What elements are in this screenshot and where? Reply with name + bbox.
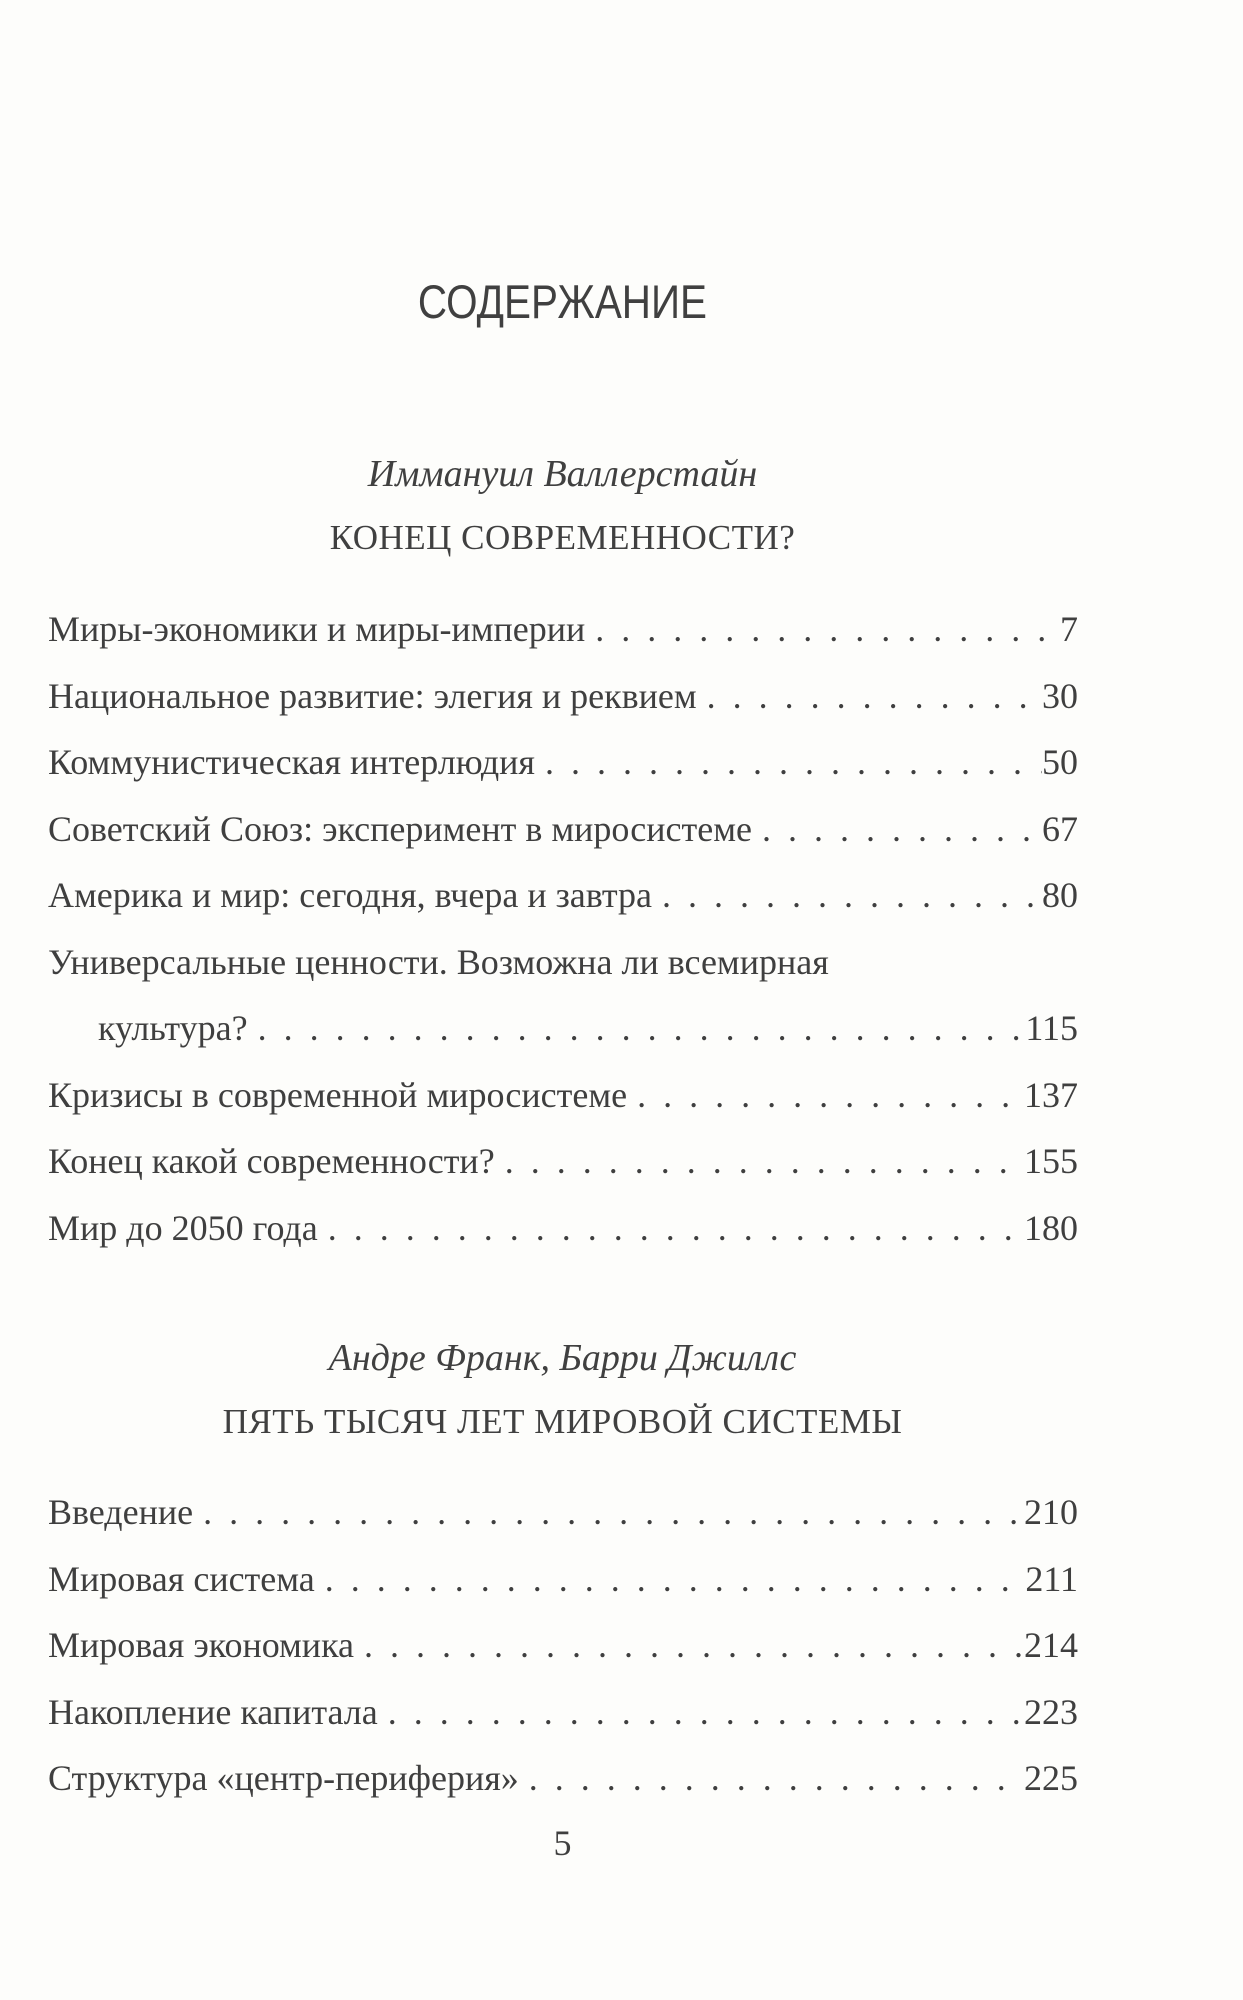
toc-dot-leader (318, 1195, 1024, 1262)
toc-entry-page: 211 (1025, 1558, 1078, 1599)
toc-entry-page: 115 (1025, 1008, 1078, 1048)
toc-dot-leader (354, 1612, 1024, 1679)
toc-entry[interactable] (48, 1679, 1078, 1746)
toc-entry-title: Мир до 2050 года (48, 1207, 318, 1248)
toc-entry-title: Накопление капитала (48, 1691, 378, 1732)
toc-entry[interactable] (48, 1128, 1078, 1195)
toc-entry-page: 225 (1024, 1758, 1078, 1798)
toc-dot-leader (378, 1679, 1024, 1746)
toc-entry[interactable] (48, 1195, 1078, 1262)
toc-entry[interactable] (48, 1612, 1078, 1679)
toc-entry-page: 30 (1042, 675, 1078, 716)
toc-entry-title: Кризисы в современной миросистеме (48, 1074, 628, 1115)
toc-entry[interactable] (48, 596, 1078, 663)
toc-entry-page: 80 (1042, 875, 1078, 915)
toc-entry-title-line1: Универсальные ценности. Возможна ли всемирная (48, 941, 829, 982)
toc-entry-page: 155 (1024, 1141, 1078, 1181)
toc-entry-page: 67 (1042, 808, 1078, 849)
toc-dot-leader (519, 1745, 1024, 1812)
toc-entry-page: 223 (1024, 1691, 1078, 1732)
section-1-title: КОНЕЦ СОВРЕМЕННОСТИ? (329, 518, 796, 557)
toc-dot-leader (752, 796, 1042, 863)
toc-dot-leader (697, 663, 1042, 730)
toc-entry[interactable] (48, 1479, 1078, 1546)
toc-entry[interactable] (48, 796, 1078, 863)
toc-entry-title: Миры-экономики и миры-империи (48, 609, 586, 649)
toc-entry[interactable] (48, 729, 1078, 796)
contents-heading: СОДЕРЖАНИЕ (417, 275, 708, 328)
toc-entry-title: Советский Союз: эксперимент в миросистеме (48, 808, 753, 849)
toc-entry-page: 50 (1042, 742, 1078, 782)
toc-dot-leader (585, 596, 1060, 663)
toc-entry-page: 180 (1024, 1207, 1078, 1248)
section-2-author: Андре Франк, Барри Джиллс (328, 1337, 797, 1379)
page-number: 5 (553, 1823, 572, 1863)
toc-entry-page: 214 (1024, 1625, 1078, 1665)
toc-entry[interactable] (48, 1062, 1078, 1129)
toc-entry-title-line2: культура? (98, 1008, 248, 1048)
toc-entry-title: Коммунистическая интерлюдия (48, 742, 535, 782)
toc-entry-page: 137 (1024, 1074, 1078, 1115)
toc-entry[interactable] (48, 1546, 1078, 1613)
toc-entry[interactable] (48, 929, 1078, 1062)
section-2-title: ПЯТЬ ТЫСЯЧ ЛЕТ МИРОВОЙ СИСТЕМЫ (222, 1402, 903, 1441)
section-1-author: Иммануил Валлерстайн (367, 453, 758, 495)
toc-entry[interactable] (48, 1745, 1078, 1812)
toc-entry-title: Мировая экономика (48, 1625, 354, 1665)
toc-entry-title: Конец какой современности? (48, 1141, 495, 1181)
toc-entry-title: Введение (48, 1492, 194, 1532)
toc-dot-leader (248, 995, 1026, 1062)
toc-dot-leader (652, 862, 1042, 929)
section-2-toc (48, 1479, 1078, 1812)
toc-entry-title: Америка и мир: сегодня, вчера и завтра (48, 875, 653, 915)
toc-dot-leader (315, 1546, 1026, 1613)
toc-dot-leader (535, 729, 1042, 796)
toc-entry-page: 210 (1024, 1492, 1078, 1532)
section-1-toc (48, 596, 1078, 1261)
toc-entry-title: Структура «центр-периферия» (48, 1758, 519, 1798)
toc-dot-leader (627, 1062, 1024, 1129)
toc-entry-page: 7 (1060, 609, 1078, 649)
toc-dot-leader (495, 1128, 1024, 1195)
toc-entry[interactable] (48, 663, 1078, 730)
toc-dot-leader (193, 1479, 1024, 1546)
toc-entry-title: Мировая система (48, 1558, 315, 1599)
toc-entry-title: Национальное развитие: элегия и реквием (48, 675, 697, 716)
toc-entry[interactable] (48, 862, 1078, 929)
